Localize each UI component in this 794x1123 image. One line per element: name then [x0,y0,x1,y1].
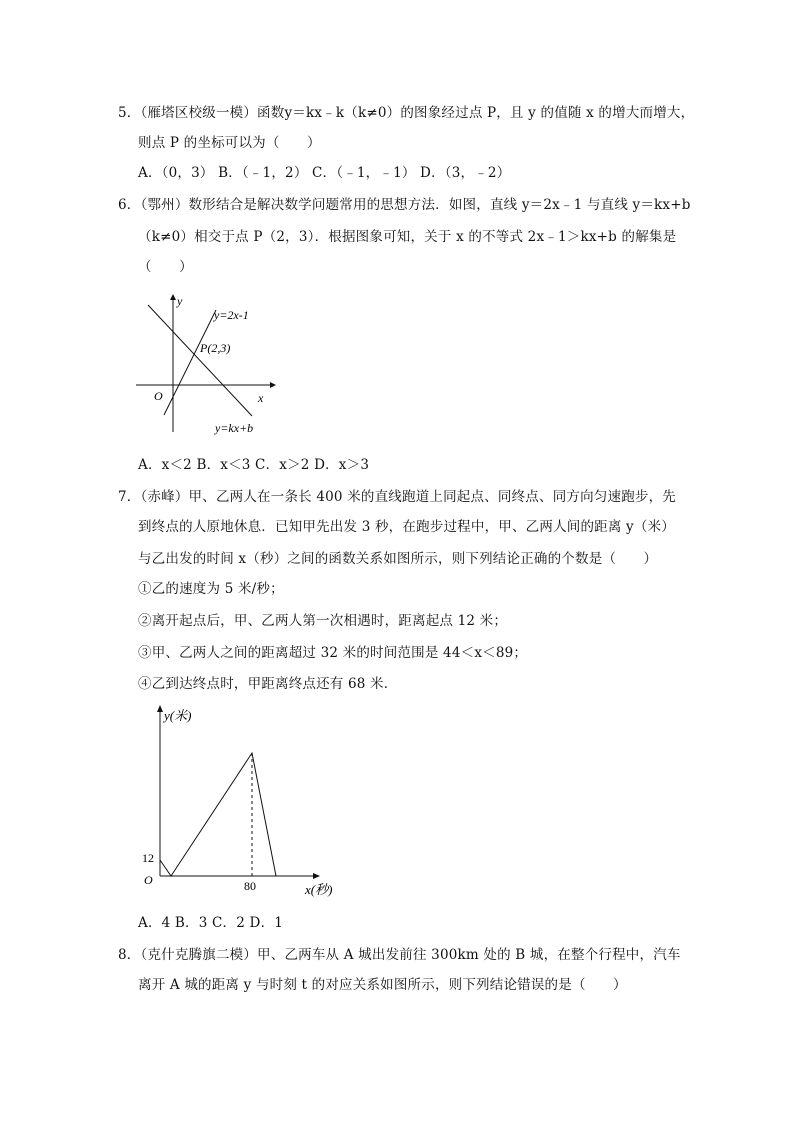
q7-graph [160,753,276,876]
q6-label-line2: y=kx+b [215,421,254,435]
q8-line2: 离开 A 城的距离 y 与时刻 t 的对应关系如图所示，则下列结论错误的是（ ） [138,977,627,993]
q6-label-point: P(2,3) [200,341,231,355]
q6-origin: O [154,389,163,403]
q6-axis-x-label: x [258,391,264,405]
q6-axis-y-label: y [177,294,183,308]
q5-line2: 则点 P 的坐标可以为（ ） [138,135,321,151]
q7-options: A．4 B．3 C．2 D．1 [138,915,284,931]
q7-line3: 与乙出发的时间 x（秒）之间的函数关系如图所示，则下列结论正确的个数是（ ） [138,551,658,567]
q7-statement-3: ③甲、乙两人之间的距离超过 32 米的时间范围是 44＜x＜89； [138,645,528,661]
q6-line1: 6．（鄂州）数形结合是解决数学问题常用的思想方法．如图，直线 y＝2x﹣1 与直线 y＝kx+b [118,197,691,213]
q6-y-arrow [170,294,176,300]
q7-y-arrow [157,705,163,712]
q7-tick-y: 12 [142,851,154,865]
q7-line1: 7．（赤峰）甲、乙两人在一条长 400 米的直线跑道上同起点、同终点、同方向匀速跑步，先 [118,489,676,505]
q6-figure [130,292,290,442]
q5-line1: 5．（雁塔区校级一模）函数y＝kx﹣k（k≠0）的图象经过点 P，且 y 的值随 x 的增大而增大， [118,105,695,121]
q6-options: A．x＜2 B．x＜3 C．x＞2 D．x＞3 [138,457,370,473]
q7-statement-4: ④乙到达终点时，甲距离终点还有 68 米． [138,676,398,692]
q7-line2: 到终点的人原地休息．已知甲先出发 3 秒，在跑步过程中，甲、乙两人间的距离 y（米） [138,519,675,535]
q5-options: A．（0，3） B．（﹣1，2） C．（﹣1，﹣1） D．（3，﹣2） [138,165,511,181]
q7-tick-x: 80 [244,879,256,893]
q8-line1: 8．（克什克腾旗二模）甲、乙两车从 A 城出发前往 300km 处的 B 城，在整个行程中，汽车 [118,947,681,963]
q7-origin: O [144,873,153,887]
q7-x-arrow [313,873,320,879]
q6-label-line1: y=2x-1 [214,308,249,322]
q6-line-2x-1 [164,310,216,415]
q7-statement-1: ①乙的速度为 5 米/秒； [138,581,284,597]
q6-line2: （k≠0）相交于点 P（2，3）．根据图象可知，关于 x 的不等式 2x﹣1＞kx+b 的解集是 [138,229,677,245]
q6-line3: （ ） [138,259,193,275]
q7-figure [135,702,350,902]
q7-statement-2: ②离开起点后，甲、乙两人第一次相遇时，距离起点 12 米； [138,613,508,629]
q7-axis-x-label: x(秒) [305,882,333,897]
q6-x-arrow [270,382,276,388]
q7-axis-y-label: y(米) [164,708,192,723]
